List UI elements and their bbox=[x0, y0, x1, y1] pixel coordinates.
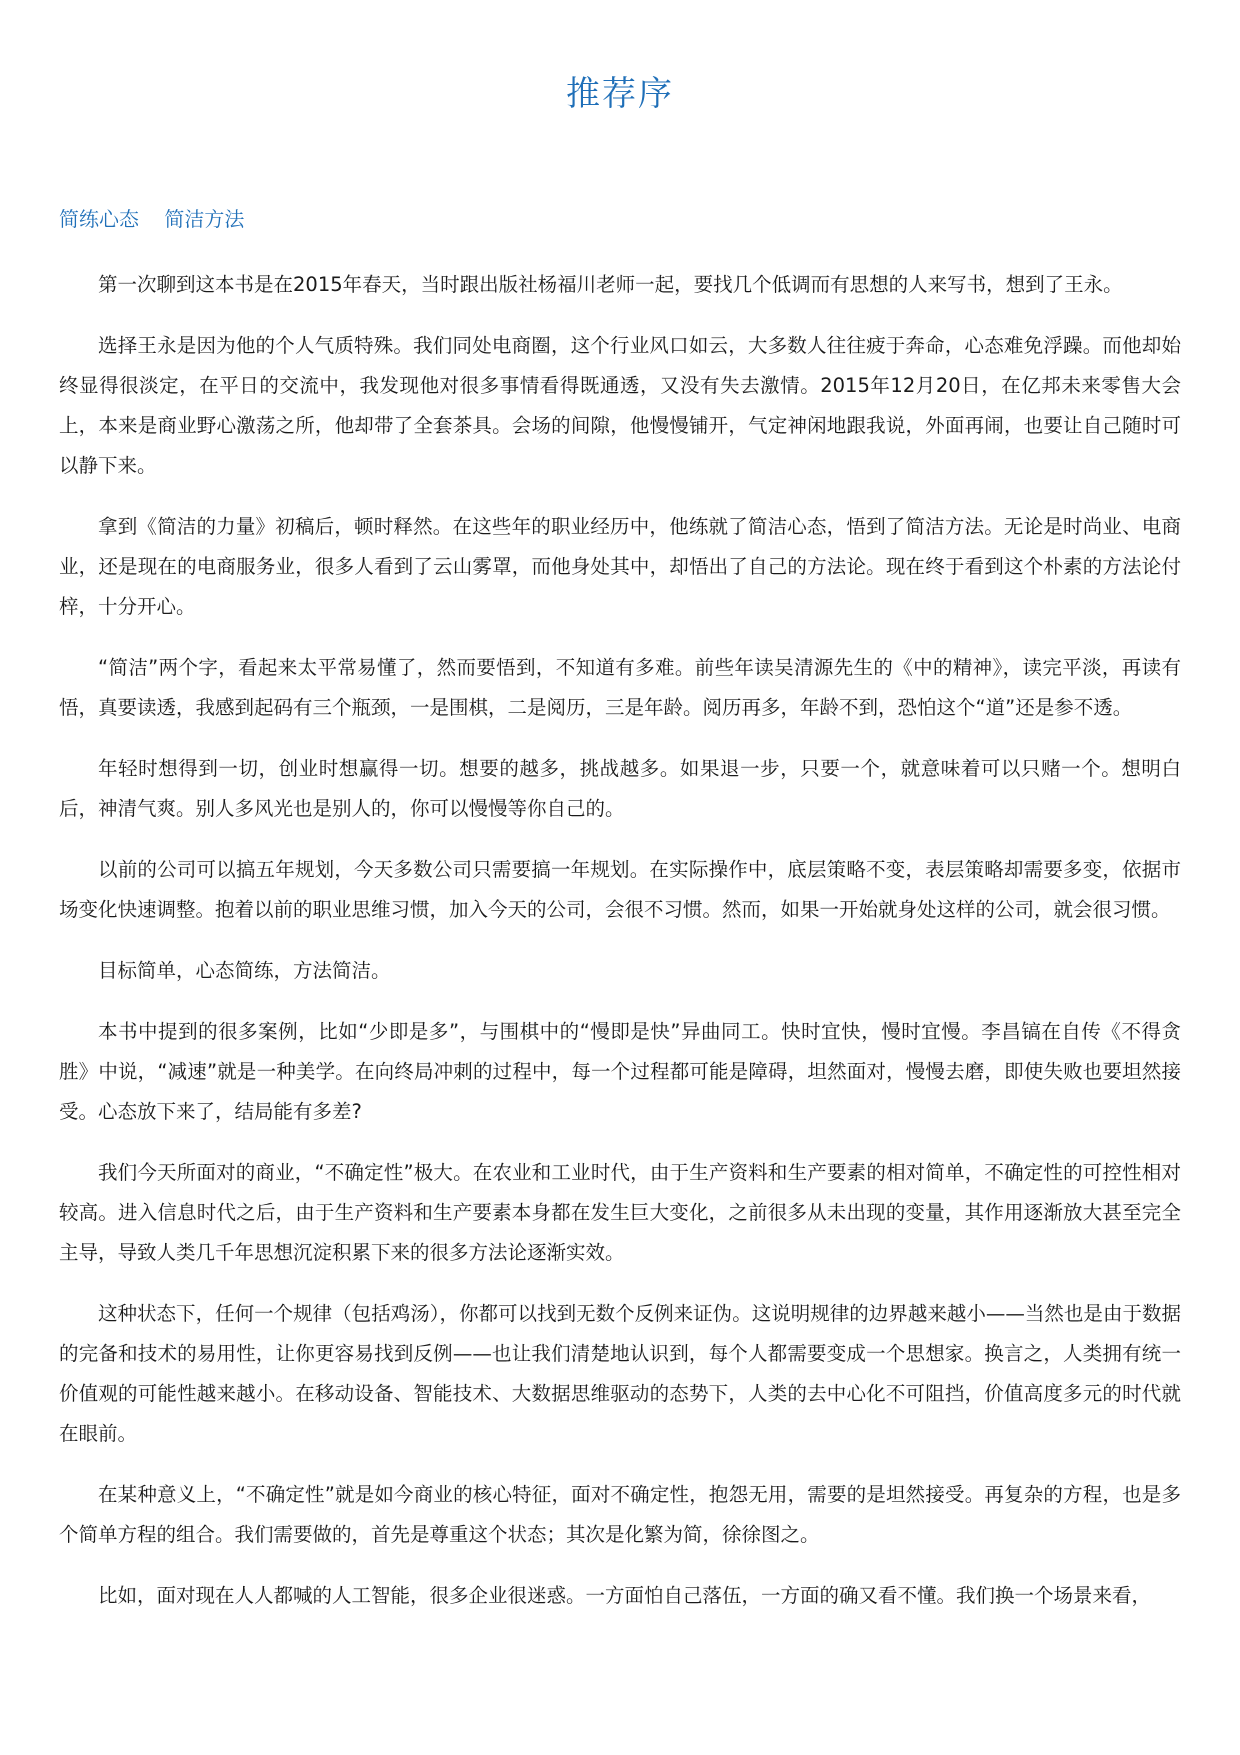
paragraph: “简洁”两个字，看起来太平常易懂了，然而要悟到，不知道有多难。前些年读吴清源先生的《中的精神》，读完平淡，再读有悟，真要读透，我感到起码有三个瓶颈，一是围棋，二是阅历，三是年龄。阅历再多，年龄不到，恐怕这个“道”还是参不透。 bbox=[59, 656, 1181, 719]
paragraph: 年轻时想得到一切，创业时想赢得一切。想要的越多，挑战越多。如果退一步，只要一个，就意味着可以只赌一个。想明白后，神清气爽。别人多风光也是别人的，你可以慢慢等你自己的。 bbox=[59, 757, 1181, 820]
paragraph: 以前的公司可以搞五年规划，今天多数公司只需要搞一年规划。在实际操作中，底层策略不变，表层策略却需要多变，依据市场变化快速调整。抱着以前的职业思维习惯，加入今天的公司，会很不习惯。然而，如果一开始就身处这样的公司，就会很习惯。 bbox=[59, 858, 1181, 921]
paragraph: 在某种意义上，“不确定性”就是如今商业的核心特征，面对不确定性，抱怨无用，需要的是坦然接受。再复杂的方程，也是多个简单方程的组合。我们需要做的，首先是尊重这个状态；其次是化繁为简，徐徐图之。 bbox=[59, 1483, 1181, 1546]
page-title: 推荐序 bbox=[566, 74, 674, 114]
paragraph: 第一次聊到这本书是在2015年春天，当时跟出版社杨福川老师一起，要找几个低调而有思想的人来写书，想到了王永。 bbox=[98, 273, 1123, 296]
paragraph: 本书中提到的很多案例，比如“少即是多”，与围棋中的“慢即是快”异曲同工。快时宜快，慢时宜慢。李昌镐在自传《不得贪胜》中说，“减速”就是一种美学。在向终局冲刺的过程中，每一个过程都可能是障碍，坦然面对，慢慢去磨，即使失败也要坦然接受。心态放下来了，结局能有多差? bbox=[59, 1020, 1181, 1123]
paragraph: 这种状态下，任何一个规律（包括鸡汤），你都可以找到无数个反例来证伪。这说明规律的边界越来越小——当然也是由于数据的完备和技术的易用性，让你更容易找到反例——也让我们清楚地认识到，每个人都需要变成一个思想家。换言之，人类拥有统一价值观的可能性越来越小。在移动设备、智能技术、大数据思维驱动的态势下，人类的去中心化不可阻挡，价值高度多元的时代就在眼前。 bbox=[59, 1302, 1181, 1445]
paragraph: 目标简单，心态简练，方法简洁。 bbox=[98, 959, 391, 982]
paragraph: 比如，面对现在人人都喊的人工智能，很多企业很迷惑。一方面怕自己落伍，一方面的确又看不懂。我们换一个场景来看， bbox=[98, 1584, 1152, 1607]
paragraph: 拿到《简洁的力量》初稿后，顿时释然。在这些年的职业经历中，他练就了简洁心态，悟到了简洁方法。无论是时尚业、电商业，还是现在的电商服务业，很多人看到了云山雾罩，而他身处其中，却悟出了自己的方法论。现在终于看到这个朴素的方法论付梓，十分开心。 bbox=[59, 515, 1181, 618]
paragraph: 我们今天所面对的商业，“不确定性”极大。在农业和工业时代，由于生产资料和生产要素的相对简单，不确定性的可控性相对较高。进入信息时代之后，由于生产资料和生产要素本身都在发生巨大变化，之前很多从未出现的变量，其作用逐渐放大甚至完全主导，导致人类几千年思想沉淀积累下来的很多方法论逐渐实效。 bbox=[59, 1161, 1181, 1264]
paragraph: 选择王永是因为他的个人气质特殊。我们同处电商圈，这个行业风口如云，大多数人往往疲于奔命，心态难免浮躁。而他却始终显得很淡定，在平日的交流中，我发现他对很多事情看得既通透，又没有失去激情。2015年12月20日，在亿邦未来零售大会上，本来是商业野心激荡之所，他却带了全套茶具。会场的间隙，他慢慢铺开，气定神闲地跟我说，外面再闹，也要让自己随时可以静下来。 bbox=[59, 334, 1181, 477]
document-body bbox=[59, 265, 1181, 1637]
section-subtitle: 简练心态 简洁方法 bbox=[59, 207, 245, 231]
